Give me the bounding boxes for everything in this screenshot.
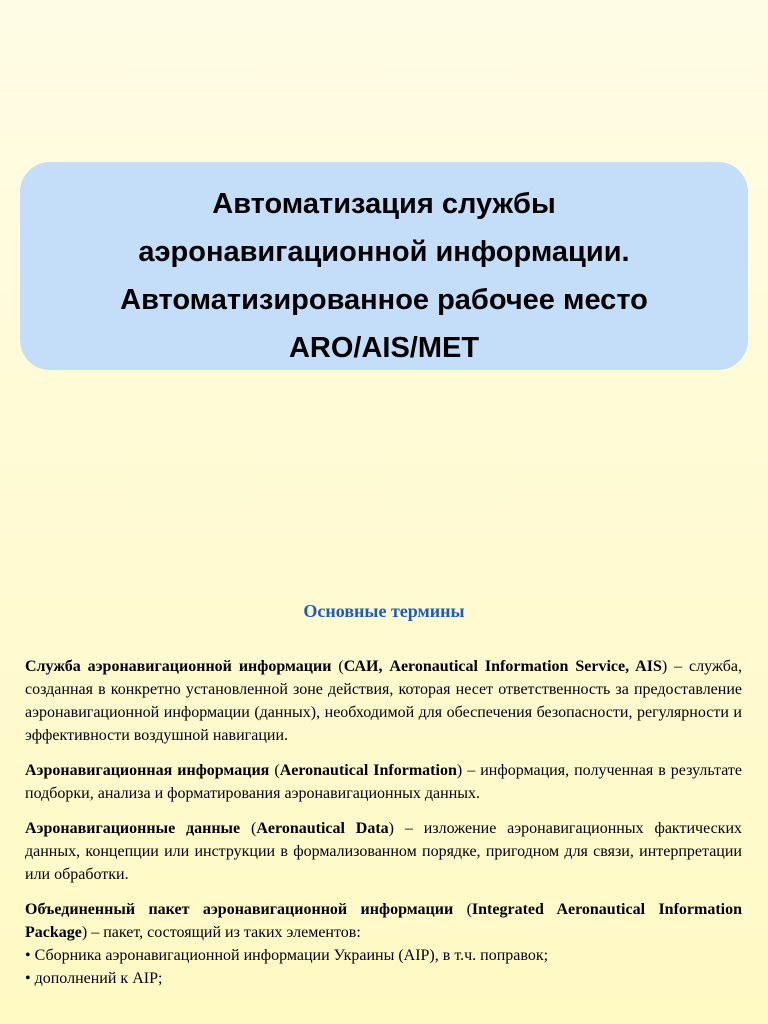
term-name: Аэронавигационные данные [25, 820, 241, 837]
section-heading: Основные термины [303, 601, 465, 621]
term-abbreviation: Aeronautical Information [279, 762, 457, 779]
term-paren-open: ( [269, 762, 280, 779]
term-paren-open: ( [331, 658, 344, 675]
title-box [20, 162, 748, 370]
bullet-item-aip: • Сборника аэронавигационной информации Украины (AIP), в т.ч. поправок; [25, 947, 549, 964]
term-abbreviation: Aeronautical Data [256, 820, 389, 837]
term-paragraph-aeronautical-data [25, 817, 742, 886]
term-abbreviation: Integrated Aeronautical Information Package [25, 901, 743, 941]
term-definition: ) – информация, полученная в результате подборки, анализа и форматирования аэронавигационных данных. [25, 762, 743, 802]
term-name: Служба аэронавигационной информации [25, 658, 332, 675]
term-name: Объединенный пакет аэронавигационной информации [25, 901, 454, 918]
title-line-2: аэронавигационной информации. [138, 236, 630, 268]
title-line-4: ARO/AIS/MET [288, 332, 480, 364]
terms-content [25, 655, 742, 990]
term-paragraph-integrated-package [25, 898, 742, 944]
term-abbreviation: САИ, Aeronautical Information Service, AIS [343, 658, 662, 675]
term-paragraph-ais [25, 655, 742, 747]
term-name: Аэронавигационная информация [25, 762, 270, 779]
term-definition: ) – изложение аэронавигационных фактических данных, концепции или инструкции в формализованном порядке, пригодном для связи, интерпретации или обработки. [25, 820, 743, 883]
term-paren-open: ( [240, 820, 257, 837]
title-line-1: Автоматизация службы [212, 188, 556, 220]
term-paren-open: ( [453, 901, 472, 918]
term-paragraph-aeronautical-information [25, 759, 742, 805]
term-definition: ) – пакет, состоящий из таких элементов: [81, 924, 361, 941]
title-line-3: Автоматизированное рабочее место [120, 284, 648, 316]
bullet-item-aip-supplements: • дополнений к AIP; [25, 970, 163, 987]
term-definition: ) – служба, созданная в конкретно установленной зоне действия, которая несет ответственность за предоставление аэронавигационной информации (данных), необходимой для обеспечения безопасности, регулярности и эффективности воздушной навигации. [25, 658, 743, 744]
